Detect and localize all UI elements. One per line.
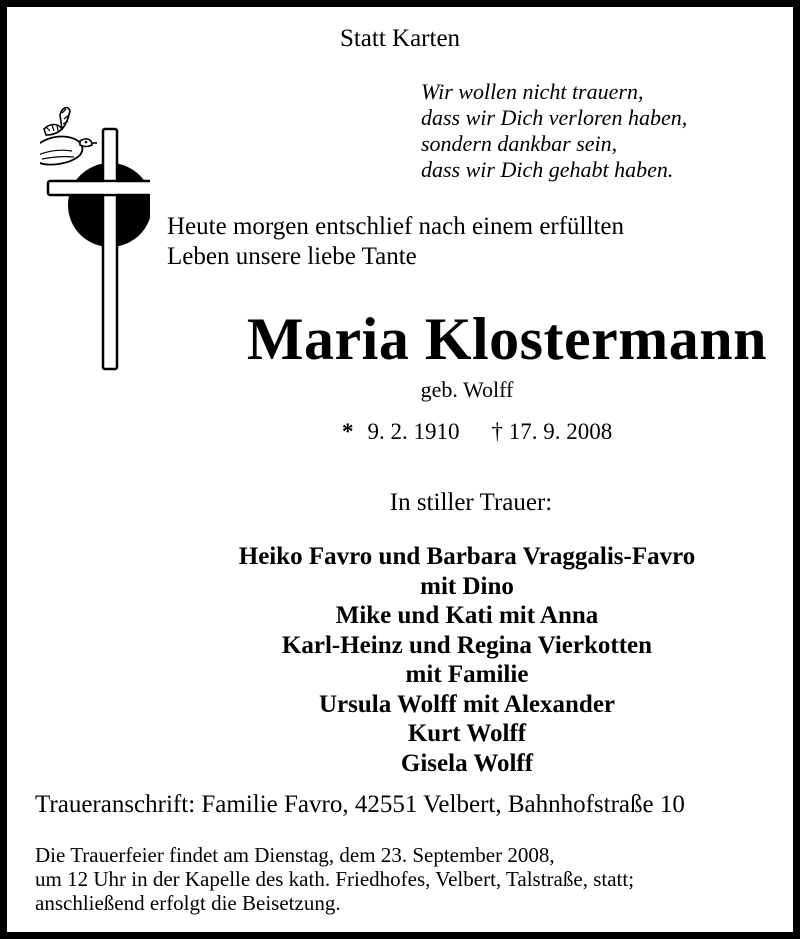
intro-text — [167, 212, 624, 272]
poem-line: dass wir Dich verloren haben, — [421, 105, 688, 130]
death-date: † 17. 9. 2008 — [491, 419, 613, 444]
intro-line: Leben unsere liebe Tante — [167, 243, 417, 270]
funeral-line: anschließend erfolgt die Beisetzung. — [35, 891, 341, 915]
birth-date: 9. 2. 1910 — [367, 419, 460, 444]
poem-line: sondern dankbar sein, — [421, 131, 618, 156]
family-line: Mike und Kati mit Anna — [335, 602, 599, 629]
poem-verse — [421, 79, 687, 183]
family-line: mit Familie — [405, 661, 529, 688]
heading-statt-karten: Statt Karten — [339, 25, 461, 52]
maiden-name: geb. Wolff — [420, 377, 514, 402]
deceased-name: Maria Klostermann — [246, 306, 767, 372]
family-line: Kurt Wolff — [407, 720, 527, 747]
poem-line: dass wir Dich gehabt haben. — [421, 157, 674, 182]
family-line: Gisela Wolff — [400, 749, 534, 777]
mourning-address: Traueranschrift: Familie Favro, 42551 Velbert, Bahnhofstraße 10 — [35, 791, 685, 818]
family-list — [7, 542, 800, 778]
funeral-details — [35, 843, 634, 915]
family-line: Ursula Wolff mit Alexander — [318, 690, 616, 718]
life-dates — [342, 419, 612, 445]
poem-line: Wir wollen nicht trauern, — [421, 79, 644, 104]
family-line: mit Dino — [420, 572, 514, 600]
birth-symbol: * — [342, 419, 354, 444]
family-line: Karl-Heinz und Regina Vierkotten — [281, 631, 653, 659]
intro-line: Heute morgen entschlief nach einem erfüllten — [167, 213, 624, 240]
funeral-line: Die Trauerfeier findet am Dienstag, dem 23. September 2008, — [35, 843, 555, 867]
family-line: Heiko Favro und Barbara Vraggalis-Favro — [238, 543, 696, 570]
funeral-line: um 12 Uhr in der Kapelle des kath. Friedhofes, Velbert, Talstraße, statt; — [35, 867, 635, 891]
mourning-label: In stiller Trauer: — [389, 489, 553, 516]
dove-icon — [40, 108, 97, 165]
